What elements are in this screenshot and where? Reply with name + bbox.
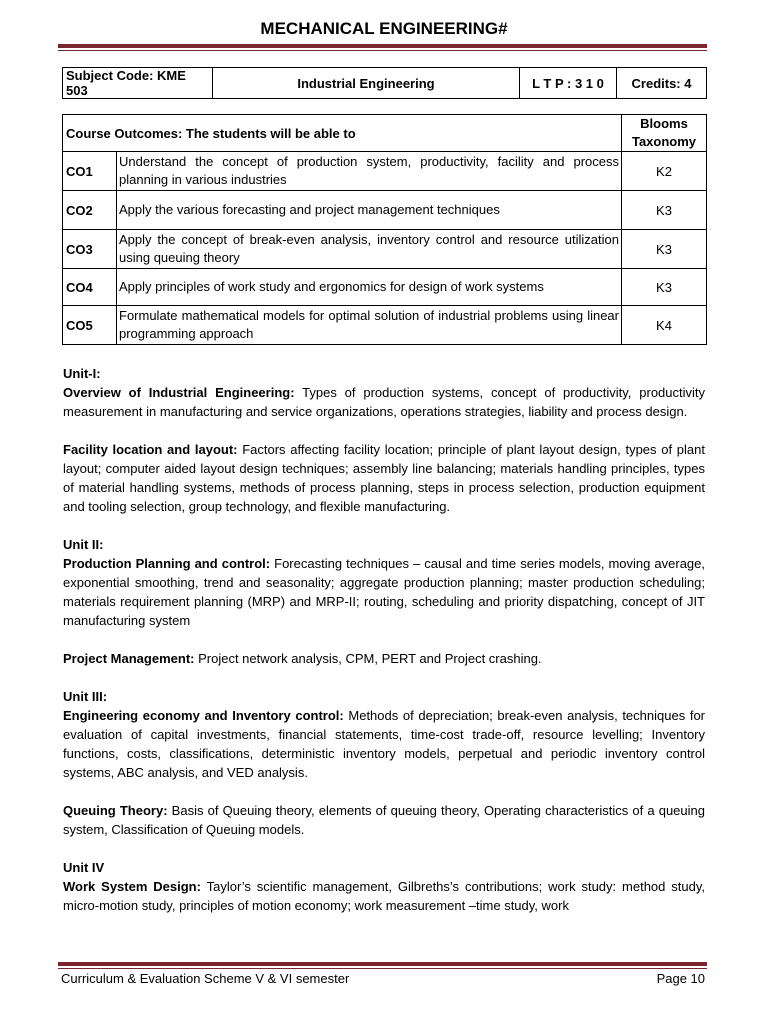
outcome-level: K3: [622, 269, 707, 306]
subject-row: [63, 68, 707, 99]
unit-heading: Unit IV: [63, 860, 105, 875]
outcome-code: CO2: [63, 191, 117, 230]
topic-text: Factors affecting facility location; principle of plant layout design, types of plant layout; computer aided layout design techniques; assembly line balancing; materials handling principles, types of material handling systems, methods of process planning, steps in process selection, production equipment and tooling selection, group technology, and flexible manufacturing.: [63, 442, 705, 514]
outcome-level: K4: [622, 306, 707, 345]
outcome-text: Apply principles of work study and ergonomics for design of work systems: [117, 269, 622, 306]
topic-text: Basis of Queuing theory, elements of queuing theory, Operating characteristics of a queuing system, Classification of Queuing models.: [63, 803, 705, 837]
outcome-level: K2: [622, 152, 707, 191]
footer-rule: [58, 962, 707, 966]
outcome-row: [63, 306, 707, 345]
outcome-code: CO3: [63, 230, 117, 269]
page-number: Page 10: [656, 971, 705, 986]
outcome-text: Understand the concept of production system, productivity, facility and process planning in various industries: [117, 152, 622, 191]
page-title: MECHANICAL ENGINEERING#: [260, 19, 508, 38]
topic-text: Project network analysis, CPM, PERT and Project crashing.: [194, 651, 542, 666]
unit-1-facility: [63, 440, 705, 516]
unit-heading: Unit III:: [63, 689, 108, 704]
subject-code: Subject Code: KME 503: [63, 68, 213, 99]
outcome-level: K3: [622, 191, 707, 230]
topic-label: Overview of Industrial Engineering:: [63, 385, 295, 400]
topic-label: Work System Design:: [63, 879, 201, 894]
outcome-text: Formulate mathematical models for optimal solution of industrial problems using linear programming approach: [117, 306, 622, 345]
unit-3-queuing: [63, 801, 705, 839]
outcome-code: CO5: [63, 306, 117, 345]
outcomes-header: Course Outcomes: The students will be able to: [63, 115, 622, 152]
outcomes-header-row: [63, 115, 707, 152]
footer-rule-thin: [58, 968, 707, 969]
header-rule: [58, 44, 707, 48]
syllabus-body: [63, 364, 705, 934]
topic-text: Types of production systems, concept of productivity, productivity measurement in manufacturing and service organizations, operations strategies, liability and process design.: [63, 385, 706, 419]
outcome-code: CO1: [63, 152, 117, 191]
header-rule-thin: [58, 50, 707, 51]
subject-table: [62, 67, 707, 99]
outcome-row: [63, 269, 707, 306]
topic-label: Queuing Theory:: [63, 803, 168, 818]
topic-label: Project Management:: [63, 651, 195, 666]
topic-label: Production Planning and control:: [63, 556, 271, 571]
outcome-code: CO4: [63, 269, 117, 306]
topic-text: Taylor’s scientific management, Gilbreths’s contributions; work study: method study, micro-motion study, principles of motion economy; work measurement –time study, work: [63, 879, 705, 913]
course-outcomes-table: [62, 114, 707, 345]
unit-heading: Unit-I:: [63, 366, 101, 381]
unit-2-project: [63, 649, 705, 668]
outcome-text: Apply the various forecasting and project management techniques: [117, 191, 622, 230]
unit-4-work-system: [63, 858, 705, 915]
outcome-row: [63, 191, 707, 230]
unit-1-overview: [63, 364, 705, 421]
subject-ltp: L T P : 3 1 0: [520, 68, 617, 99]
footer-scheme: Curriculum & Evaluation Scheme V & VI semester: [61, 971, 350, 986]
unit-2-production: [63, 535, 705, 630]
subject-credits: Credits: 4: [617, 68, 707, 99]
topic-text: Forecasting techniques – causal and time series models, moving average, exponential smoothing, trend and seasonality; aggregate production planning; master production scheduling; materials requirement planning (MRP) and MRP-II; routing, scheduling and priority dispatching, concept of JIT manufacturing system: [63, 556, 705, 628]
unit-3-economy: [63, 687, 705, 782]
topic-label: Engineering economy and Inventory control:: [63, 708, 344, 723]
outcome-level: K3: [622, 230, 707, 269]
topic-text: Methods of depreciation; break-even analysis, techniques for evaluation of capital investments, financial statements, time-cost trade-off, resource levelling; Inventory functions, costs, classifications, deterministic inventory models, perpetual and periodic inventory control systems, ABC analysis, and VED analysis.: [63, 708, 706, 780]
outcome-row: [63, 152, 707, 191]
topic-label: Facility location and layout:: [63, 442, 238, 457]
subject-name: Industrial Engineering: [213, 68, 520, 99]
outcome-row: [63, 230, 707, 269]
blooms-header: Blooms Taxonomy: [622, 115, 707, 152]
outcome-text: Apply the concept of break-even analysis, inventory control and resource utilization using queuing theory: [117, 230, 622, 269]
unit-heading: Unit II:: [63, 537, 104, 552]
